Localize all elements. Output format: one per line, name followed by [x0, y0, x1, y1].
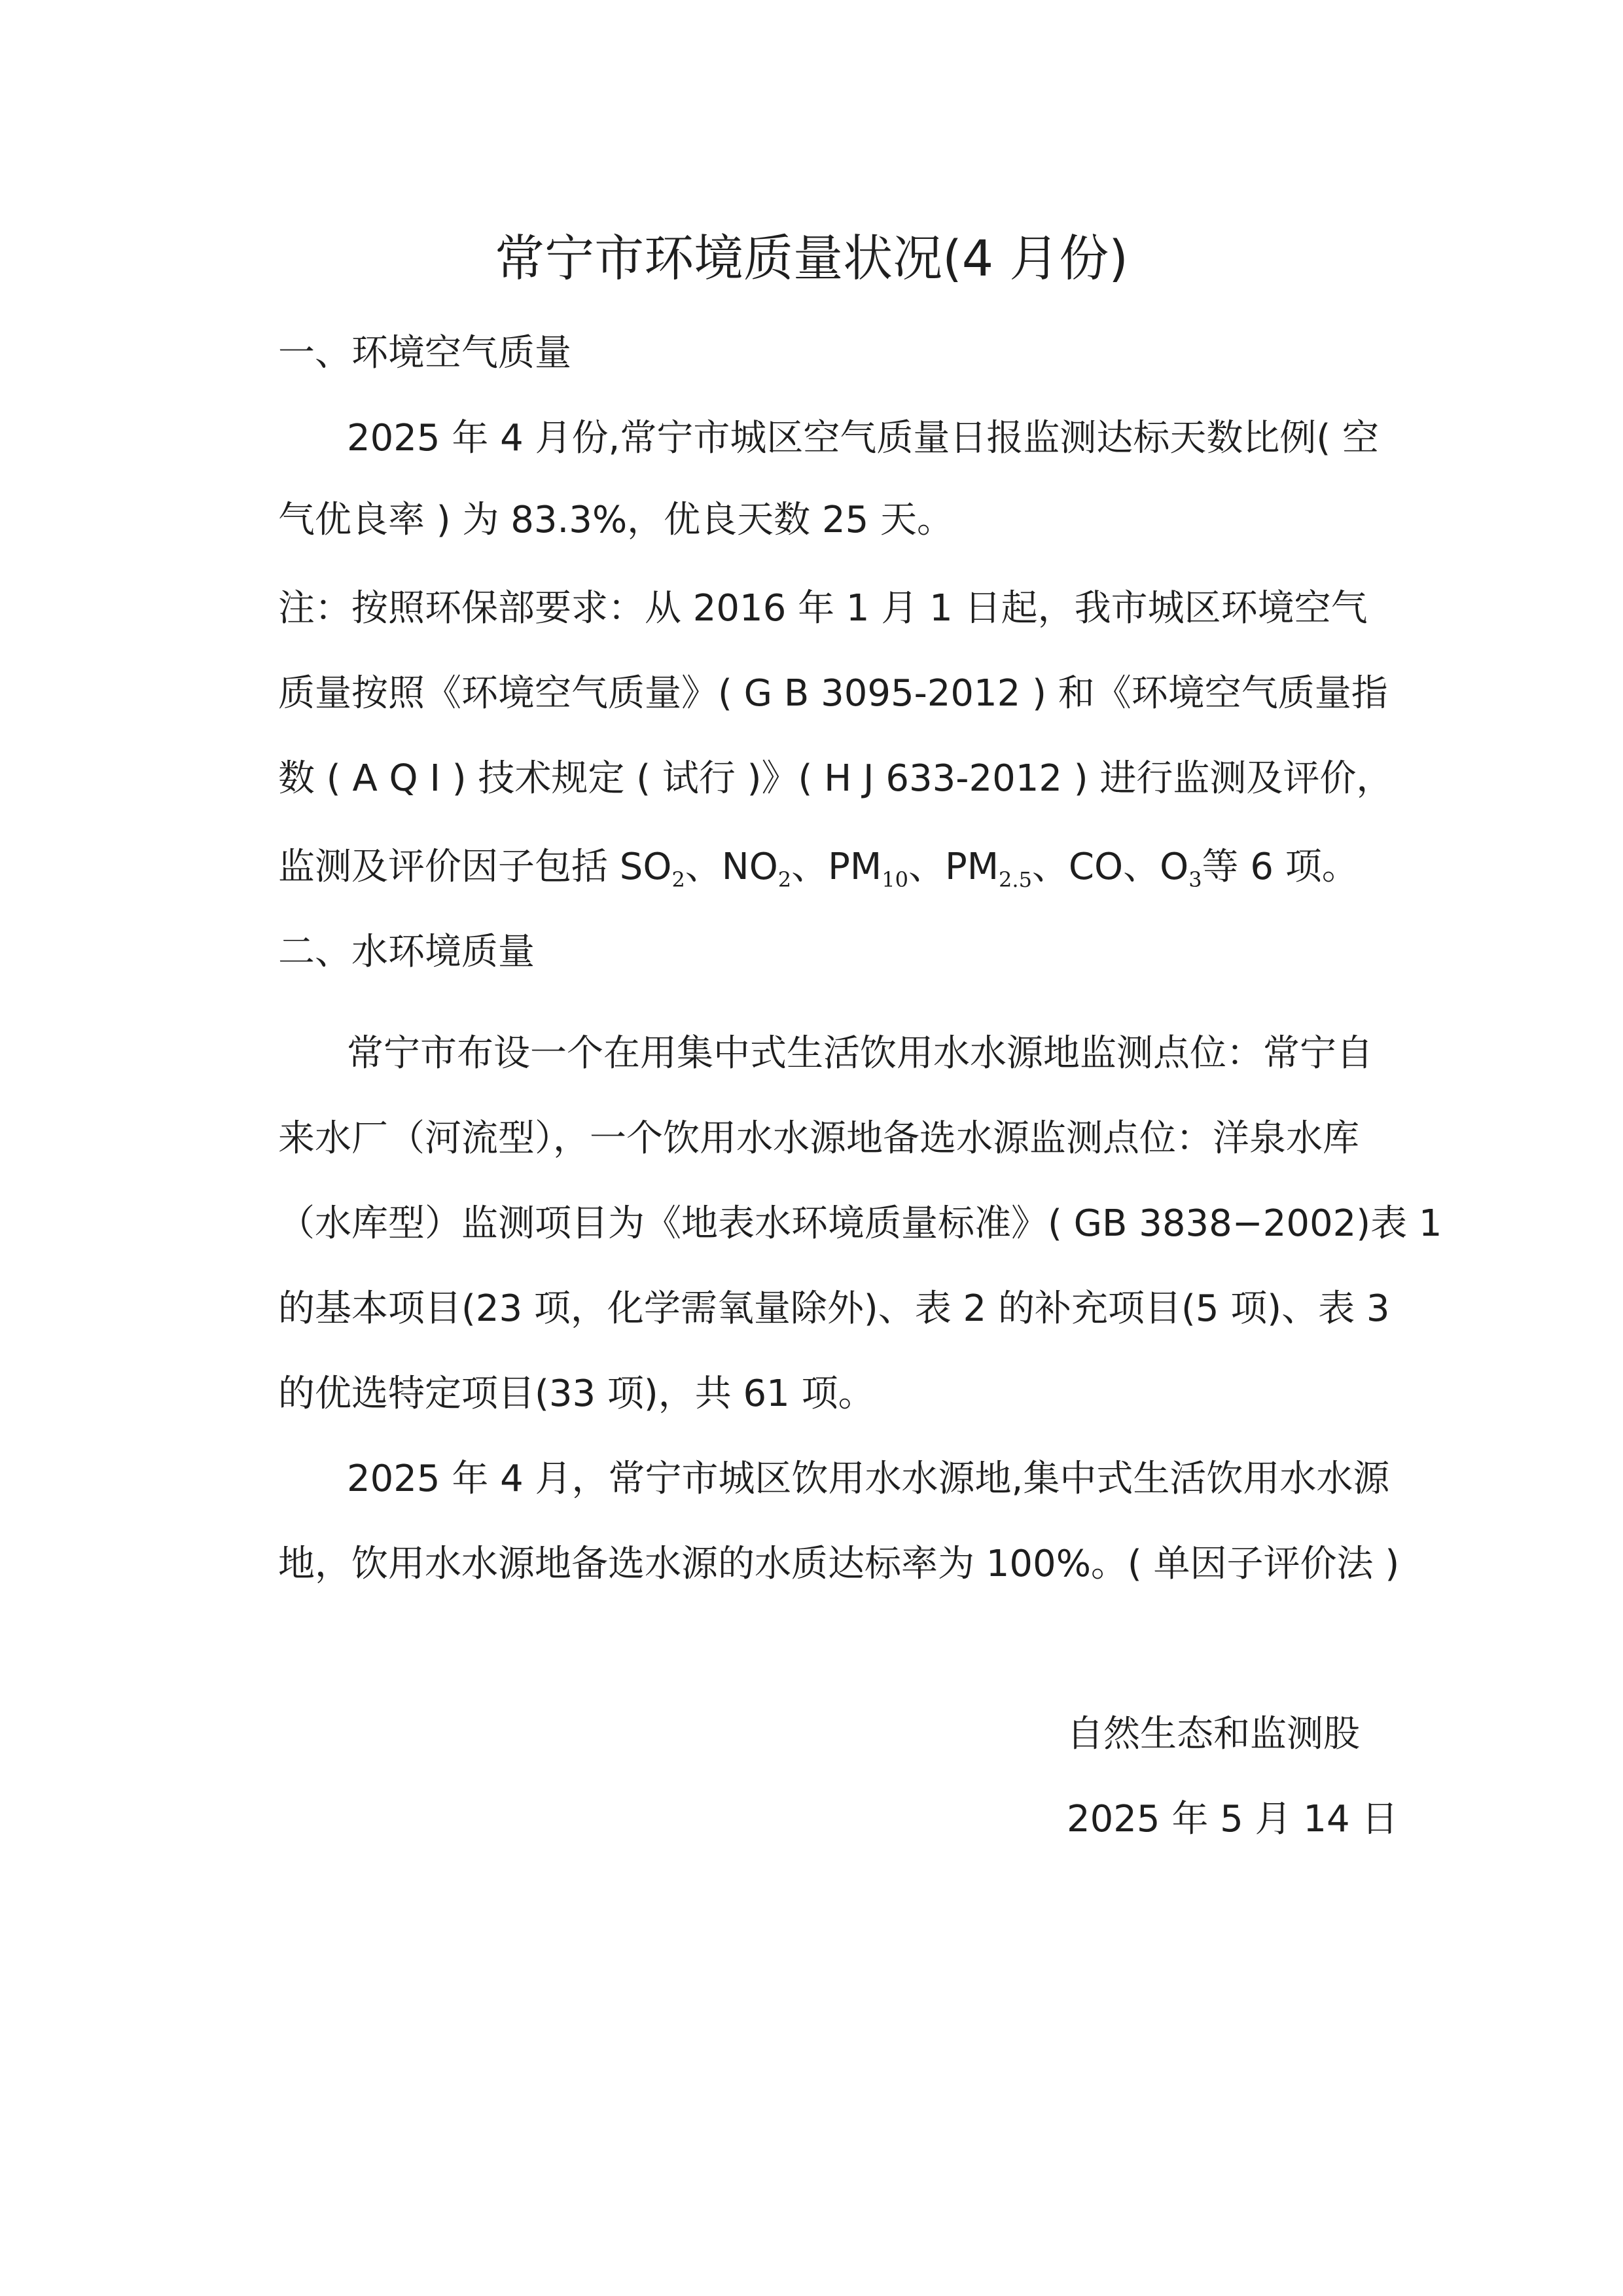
signature-date: 2025 年 5 月 14 日 [1067, 1798, 1399, 1840]
pm25-subscript: 2.5 [999, 867, 1032, 892]
section2-para-line: 的优选特定项目(33 项)，共 61 项。 [278, 1372, 875, 1415]
pm10-subscript: 10 [882, 867, 908, 892]
section1-heading: 一、环境空气质量 [278, 332, 571, 374]
no2-subscript: 2 [777, 867, 792, 892]
note-line: 质量按照《环境空气质量》( G B 3095-2012 ) 和《环境空气质量指 [278, 672, 1388, 715]
pollutant-sep: 、PM [791, 846, 882, 888]
pollutant-sep: 、PM [908, 846, 999, 888]
section2-para-line: （水库型）监测项目为《地表水环境质量标准》( GB 3838−2002)表 1 [278, 1202, 1442, 1245]
pollutant-sep: 、NO [685, 846, 778, 888]
pollutant-suffix: 等 6 项。 [1202, 846, 1359, 888]
section2-para2-line: 地，饮用水水源地备选水源的水质达标率为 100%。( 单因子评价法 ) [278, 1543, 1400, 1585]
page-title: 常宁市环境质量状况(4 月份) [495, 229, 1128, 287]
section2-heading: 二、水环境质量 [278, 931, 535, 973]
pollutant-list-line [278, 841, 1359, 906]
pollutant-prefix: 监测及评价因子包括 SO [278, 846, 672, 888]
section2-para-line: 来水厂（河流型），一个饮用水水源地备选水源监测点位：洋泉水库 [278, 1117, 1359, 1160]
section1-para-line: 气优良率 ) 为 83.3%，优良天数 25 天。 [278, 499, 954, 541]
section2-para2-line: 2025 年 4 月，常宁市城区饮用水水源地,集中式生活饮用水水源 [347, 1458, 1390, 1500]
o3-subscript: 3 [1188, 867, 1202, 892]
pollutant-sep: 、CO、O [1031, 846, 1189, 888]
note-line: 数 ( A Q I ) 技术规定 ( 试行 )》( H J 633-2012 ) 进行监测及评价， [278, 757, 1393, 800]
signature-department: 自然生态和监测股 [1067, 1713, 1360, 1755]
so2-subscript: 2 [671, 867, 685, 892]
note-line: 注：按照环保部要求：从 2016 年 1 月 1 日起，我市城区环境空气 [278, 587, 1368, 630]
section1-para-line: 2025 年 4 月份,常宁市城区空气质量日报监测达标天数比例( 空 [347, 417, 1379, 459]
section2-para-line: 常宁市布设一个在用集中式生活饮用水水源地监测点位：常宁自 [347, 1032, 1373, 1075]
section2-para-line: 的基本项目(23 项，化学需氧量除外)、表 2 的补充项目(5 项)、表 3 [278, 1287, 1390, 1330]
